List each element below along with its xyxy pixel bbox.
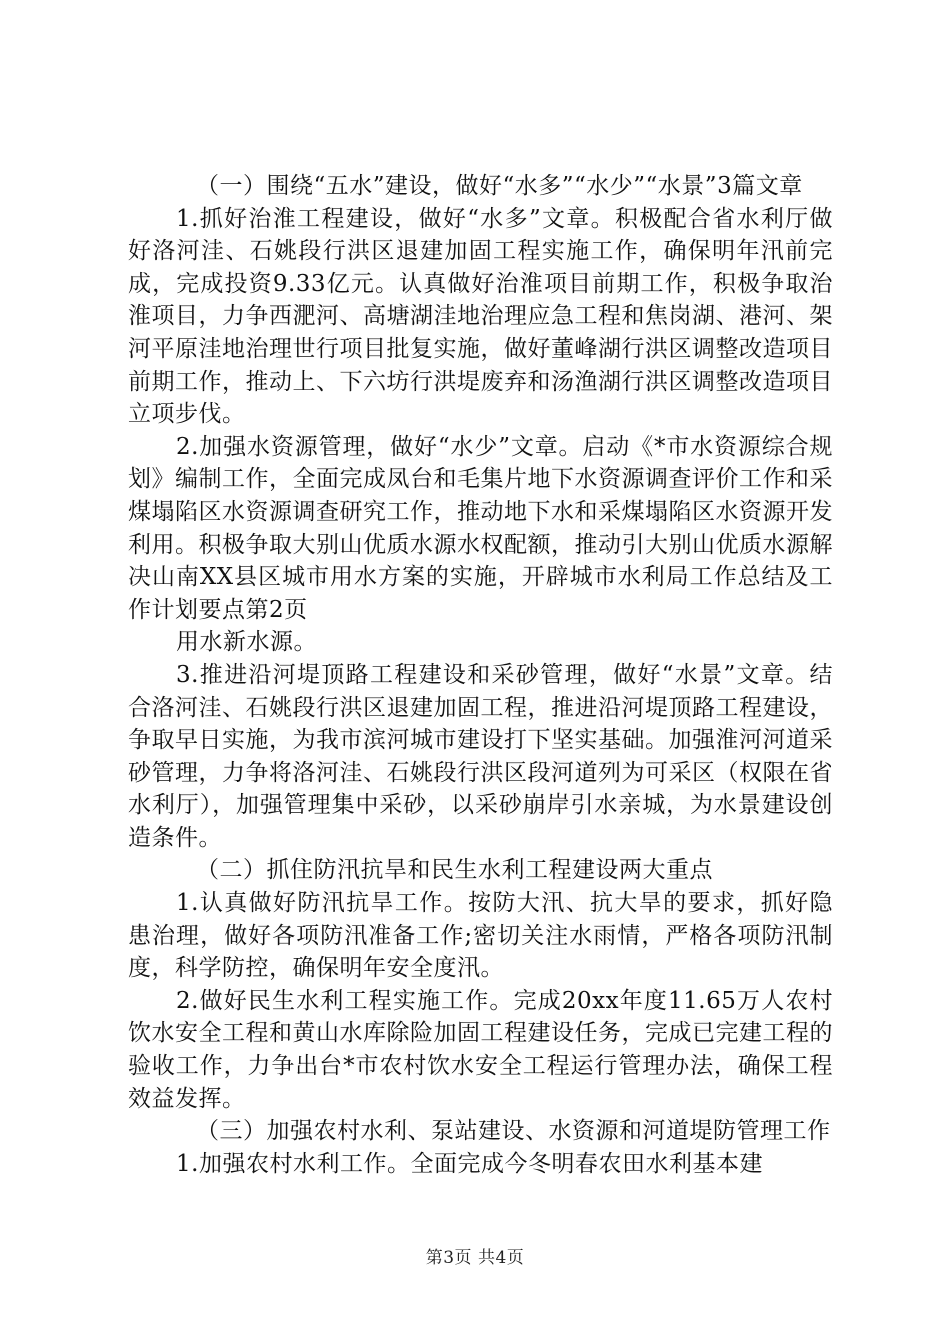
paragraph-item-2: 2.加强水资源管理，做好“水少”文章。启动《*市水资源综合规划》编制工作，全面完成凤台和毛集片地下水资源调查评价工作和采煤塌陷区水资源调查研究工作，推动地下水和采煤塌陷区水资源开发利用。积极争取大别山优质水源水权配额，推动引大别山优质水源解决山南XX县区城市用水方案的实施，开辟城市水利局工作总结及工作计划要点第2页 xyxy=(128,433,833,623)
paragraph-item-5: 2.做好民生水利工程实施工作。完成20xx年度11.65万人农村饮水安全工程和黄山水库除险加固工程建设任务，完成已完建工程的验收工作，力争出台*市农村饮水安全工程运行管理办法，确保工程效益发挥。 xyxy=(128,987,833,1112)
paragraph-item-4: 1.认真做好防汛抗旱工作。按防大汛、抗大旱的要求，抓好隐患治理，做好各项防汛准备工作;密切关注水雨情，严格各项防汛制度，科学防控，确保明年安全度汛。 xyxy=(128,890,833,982)
document-body xyxy=(128,170,833,1180)
section-heading-3: （三）加强农村水利、泵站建设、水资源和河道堤防管理工作 xyxy=(196,1118,831,1145)
paragraph-continuation: 用水新水源。 xyxy=(176,629,317,656)
paragraph-item-3: 3.推进沿河堤顶路工程建设和采砂管理，做好“水景”文章。结合洛河洼、石姚段行洪区退建加固工程，推进沿河堤顶路工程建设，争取早日实施，为我市滨河城市建设打下坚实基础。加强淮河河道采砂管理，力争将洛河洼、石姚段行洪区段河道列为可采区（权限在省水利厅），加强管理集中采砂，以采砂崩岸引水亲城，为水景建设创造条件。 xyxy=(128,661,833,851)
paragraph-item-1: 1.抓好治淮工程建设，做好“水多”文章。积极配合省水利厅做好洛河洼、石姚段行洪区退建加固工程实施工作，确保明年汛前完成，完成投资9.33亿元。认真做好治淮项目前期工作，积极争取治淮项目，力争西淝河、高塘湖洼地治理应急工程和焦岗湖、港河、架河平原洼地治理世行项目批复实施，做好董峰湖行洪区调整改造项目前期工作，推动上、下六坊行洪堤废弃和汤渔湖行洪区调整改造项目立项步伐。 xyxy=(128,205,833,428)
page-number-footer: 第3页 共4页 xyxy=(425,1248,525,1268)
paragraph-item-6: 1.加强农村水利工作。全面完成今冬明春农田水利基本建 xyxy=(176,1150,763,1177)
section-heading-1: （一）围绕“五水”建设，做好“水多”“水少”“水景”3篇文章 xyxy=(196,173,803,199)
section-heading-2: （二）抓住防汛抗旱和民生水利工程建设两大重点 xyxy=(196,857,713,884)
